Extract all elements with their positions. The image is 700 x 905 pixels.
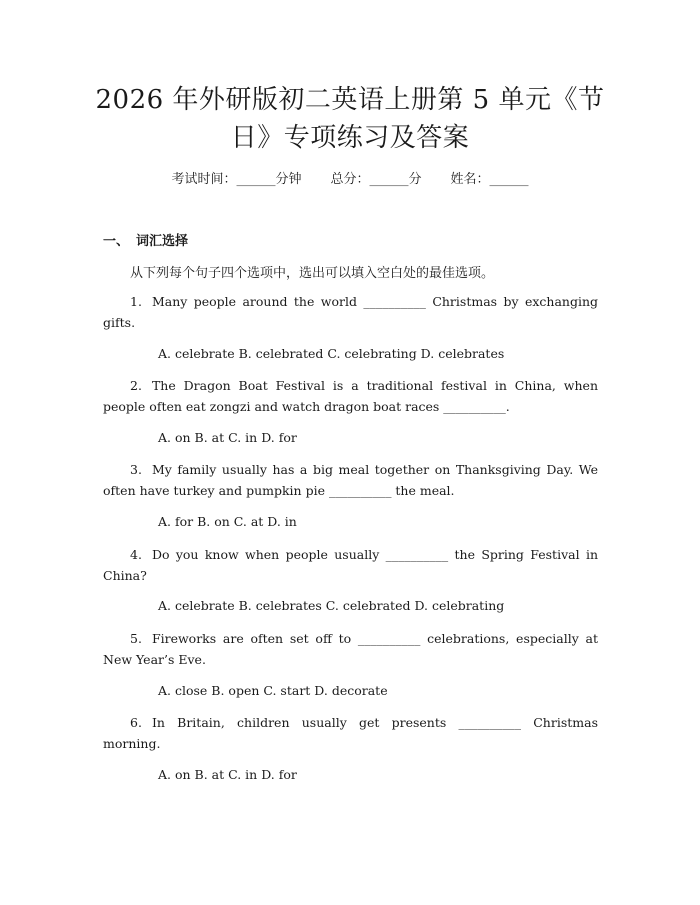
question-1	[103, 291, 598, 333]
question-text: My family usually has a big meal together on Thanksgiving Day. We often have turkey and pumpkin pie __________ the meal.	[103, 462, 598, 498]
section-title: 词汇选择	[136, 234, 189, 249]
question-5-options: A. close B. open C. start D. decorate	[158, 683, 388, 698]
document-title-line-2: 日》专项练习及答案	[230, 123, 470, 153]
question-2-options: A. on B. at C. in D. for	[158, 430, 297, 445]
question-text: Do you know when people usually __________ the Spring Festival in China?	[103, 547, 598, 583]
question-text: In Britain, children usually get presents __________ Christmas morning.	[103, 715, 598, 751]
question-2	[103, 375, 598, 417]
question-3-options: A. for B. on C. at D. in	[158, 514, 297, 529]
exam-score: 总分：______分	[330, 172, 422, 187]
section-instruction: 从下列每个句子四个选项中，选出可以填入空白处的最佳选项。	[130, 266, 495, 281]
section-heading	[103, 230, 188, 249]
question-number: 4.	[130, 547, 142, 562]
exam-meta	[0, 168, 700, 187]
question-text: Many people around the world __________ Christmas by exchanging gifts.	[103, 294, 598, 330]
question-number: 1.	[130, 294, 142, 309]
question-6-options: A. on B. at C. in D. for	[158, 767, 297, 782]
exam-name: 姓名：______	[450, 172, 529, 187]
question-5	[103, 628, 598, 670]
question-3	[103, 459, 598, 501]
question-text: Fireworks are often set off to __________ celebrations, especially at New Year’s Eve.	[103, 631, 598, 667]
exam-time: 考试时间：______分钟	[171, 172, 302, 187]
question-number: 2.	[130, 378, 142, 393]
question-number: 5.	[130, 631, 142, 646]
section-number: 一、	[103, 234, 130, 249]
question-number: 3.	[130, 462, 142, 477]
question-text: The Dragon Boat Festival is a traditional festival in China, when people often eat zongzi and watch dragon boat races __________.	[103, 378, 598, 414]
question-1-options: A. celebrate B. celebrated C. celebrating D. celebrates	[158, 346, 505, 361]
question-6	[103, 712, 598, 754]
question-4-options: A. celebrate B. celebrates C. celebrated D. celebrating	[158, 598, 505, 613]
question-4	[103, 544, 598, 586]
question-number: 6.	[130, 715, 142, 730]
document-title-line-1: 2026 年外研版初二英语上册第 5 单元《节	[95, 85, 605, 115]
